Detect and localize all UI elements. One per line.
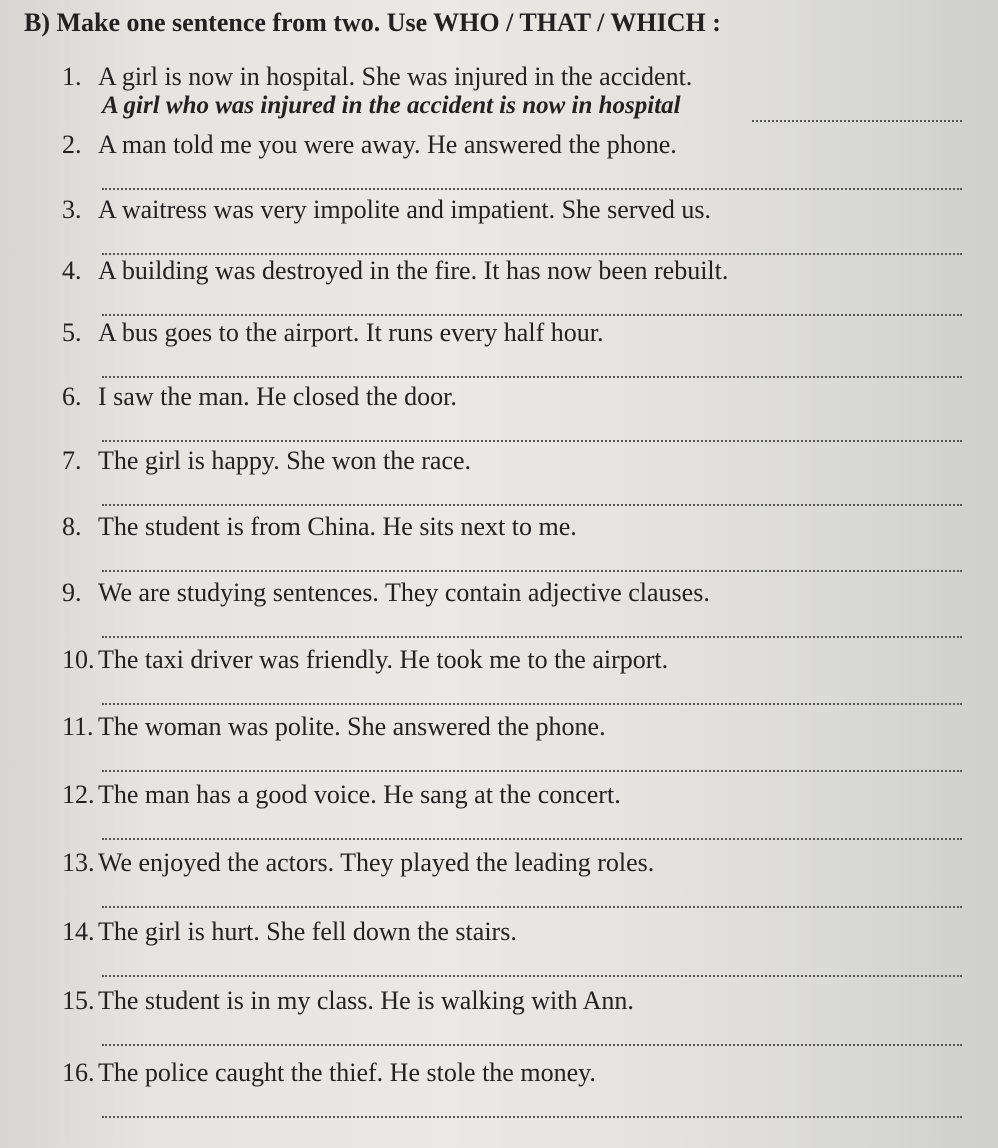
item-text: The girl is hurt. She fell down the stairs. [98, 917, 517, 946]
exercise-item-3 [62, 195, 982, 255]
answer-dotted-line [102, 888, 962, 908]
answer-dotted-line [102, 957, 962, 977]
item-prompt [62, 62, 692, 92]
item-prompt [62, 780, 621, 810]
exercise-item-4 [62, 256, 982, 316]
exercise-item-11 [62, 712, 982, 772]
answer-dotted-line [102, 358, 962, 378]
exercise-item-8 [62, 512, 982, 572]
answer-dotted-line [102, 618, 962, 638]
answer-dotted-line [102, 170, 962, 190]
item-text: The taxi driver was friendly. He took me to the airport. [98, 645, 669, 674]
item-number: 9. [62, 578, 82, 607]
item-prompt [62, 318, 603, 348]
exercise-item-13 [62, 848, 982, 908]
item-text: The student is from China. He sits next to me. [98, 512, 577, 541]
item-number: 11. [62, 712, 94, 741]
item-prompt [62, 195, 711, 225]
item-number: 10. [62, 645, 95, 674]
item-number: 13. [62, 848, 95, 877]
exercise-item-15 [62, 986, 982, 1046]
item-number: 5. [62, 318, 82, 347]
item-number: 6. [62, 382, 82, 411]
item-text: A waitress was very impolite and impatient. She served us. [98, 195, 712, 224]
item-text: The student is in my class. He is walking with Ann. [98, 986, 634, 1015]
exercise-item-7 [62, 446, 982, 506]
answer-dotted-line [102, 486, 962, 506]
item-text: A building was destroyed in the fire. It has now been rebuilt. [98, 256, 729, 285]
answer-dotted-line [752, 102, 962, 122]
item-text: A bus goes to the airport. It runs every half hour. [98, 318, 604, 347]
exercise-item-6 [62, 382, 982, 442]
item-number: 14. [62, 917, 95, 946]
item-text: A man told me you were away. He answered the phone. [98, 130, 677, 159]
exercise-item-12 [62, 780, 982, 840]
item-prompt [62, 130, 677, 160]
item-text: We enjoyed the actors. They played the leading roles. [98, 848, 655, 877]
answer-field[interactable]: A girl who was injured in the accident is now in hospital [102, 92, 681, 119]
answer-dotted-line [102, 552, 962, 572]
item-prompt [62, 645, 668, 675]
item-prompt [62, 848, 654, 878]
answer-dotted-line [102, 1098, 962, 1118]
item-number: 3. [62, 195, 82, 224]
item-number: 15. [62, 986, 95, 1015]
item-prompt [62, 986, 634, 1016]
answer-dotted-line [102, 422, 962, 442]
answer-dotted-line [102, 296, 962, 316]
exercise-item-1 [62, 62, 982, 122]
item-text: The girl is happy. She won the race. [98, 446, 472, 475]
item-number: 7. [62, 446, 82, 475]
exercise-title: B) Make one sentence from two. Use WHO / THAT / WHICH : [24, 8, 721, 37]
item-prompt [62, 446, 471, 476]
exercise-item-5 [62, 318, 982, 378]
answer-dotted-line [102, 1026, 962, 1046]
item-prompt [62, 712, 606, 742]
answer-dotted-line [102, 820, 962, 840]
item-prompt [62, 917, 517, 947]
item-text: We are studying sentences. They contain adjective clauses. [98, 578, 710, 607]
item-text: The man has a good voice. He sang at the concert. [98, 780, 621, 809]
item-text: The woman was polite. She answered the phone. [98, 712, 606, 741]
exercise-item-9 [62, 578, 982, 638]
item-number: 1. [62, 62, 82, 91]
item-text: I saw the man. He closed the door. [98, 382, 457, 411]
exercise-item-2 [62, 130, 982, 190]
item-number: 8. [62, 512, 82, 541]
exercise-item-14 [62, 917, 982, 977]
item-prompt [62, 382, 457, 412]
item-prompt [62, 512, 577, 542]
item-number: 4. [62, 256, 82, 285]
exercise-item-16 [62, 1058, 982, 1118]
item-number: 12. [62, 780, 95, 809]
answer-dotted-line [102, 235, 962, 255]
item-number: 2. [62, 130, 82, 159]
item-text: The police caught the thief. He stole the money. [98, 1058, 596, 1087]
item-text: A girl is now in hospital. She was injured in the accident. [98, 62, 693, 91]
item-prompt [62, 1058, 596, 1088]
answer-dotted-line [102, 685, 962, 705]
item-prompt [62, 578, 710, 608]
answer-dotted-line [102, 752, 962, 772]
exercise-item-10 [62, 645, 982, 705]
item-number: 16. [62, 1058, 95, 1087]
item-prompt [62, 256, 728, 286]
